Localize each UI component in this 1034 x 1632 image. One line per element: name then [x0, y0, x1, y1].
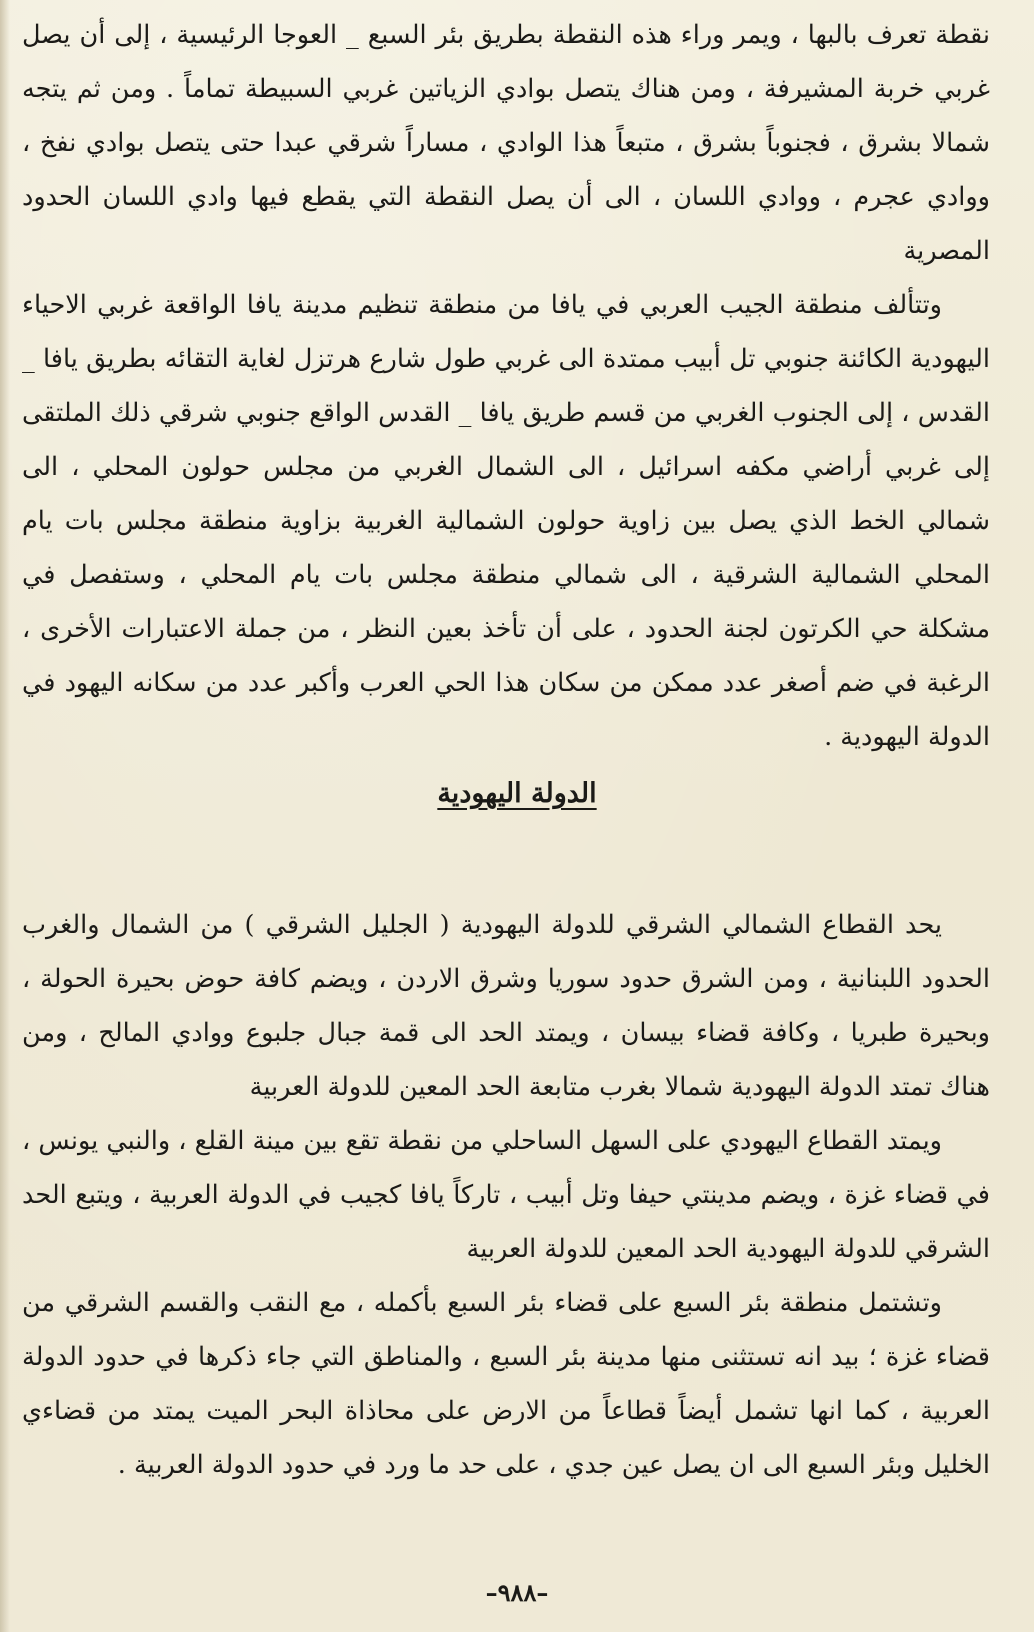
- page-binding-edge: [0, 0, 10, 1632]
- section-jewish-state: [22, 898, 990, 1492]
- paragraph-eastern-galilee: يحد القطاع الشمالي الشرقي للدولة اليهودية ( الجليل الشرقي ) من الشمال والغرب الحدود اللبنانية ، ومن الشرق حدود سوريا وشرق الاردن ، ويضم كافة حوض بحيرة الحولة ، وبحيرة طبريا ، وكافة قضاء بيسان ، ويمتد الحد الى قمة جبال جلبوع ووادي المالح ، ومن هناك تمتد الدولة اليهودية شمالا بغرب متابعة الحد المعين للدولة العربية: [22, 910, 990, 1102]
- paragraph-coastal-plain: ويمتد القطاع اليهودي على السهل الساحلي من نقطة تقع بين مينة القلع ، والنبي يونس ، في قضاء غزة ، ويضم مدينتي حيفا وتل أبيب ، تاركاً يافا كجيب في الدولة العربية ، ويتبع الحد الشرقي للدولة اليهودية الحد المعين للدولة العربية: [22, 1126, 990, 1264]
- section-arab-enclave: [22, 8, 990, 764]
- paragraph-boundary-continuation: نقطة تعرف بالبها ، ويمر وراء هذه النقطة بطريق بئر السبع _ العوجا الرئيسية ، إلى أن يصل غربي خربة المشيرفة ، ومن هناك يتصل بوادي الزياتين غربي السبيطة تماماً . ومن ثم يتجه شمالا بشرق ، فجنوباً بشرق ، متبعاً هذا الوادي ، مساراً شرقي عبدا حتى يتصل بوادي نفخ ، ووادي عجرم ، ووادي اللسان ، الى أن يصل النقطة التي يقطع فيها وادي اللسان الحدود المصرية: [22, 20, 990, 266]
- section-heading-jewish-state: الدولة اليهودية: [437, 778, 597, 809]
- paragraph-beersheba: وتشتمل منطقة بئر السبع على قضاء بئر السبع بأكمله ، مع النقب والقسم الشرقي من قضاء غزة ؛ بيد انه تستثنى منها مدينة بئر السبع ، والمناطق التي جاء ذكرها في حدود الدولة العربية ، كما انها تشمل أيضاً قطاعاً من الارض على محاذاة البحر الميت يمتد من قضاءي الخليل وبئر السبع الى ان يصل عين جدي ، على حد ما ورد في حدود الدولة العربية .: [22, 1288, 990, 1480]
- paragraph-jaffa-enclave: وتتألف منطقة الجيب العربي في يافا من منطقة تنظيم مدينة يافا الواقعة غربي الاحياء اليهودية الكائنة جنوبي تل أبيب ممتدة الى غربي طول شارع هرتزل لغاية التقائه بطريق يافا _ القدس ، إلى الجنوب الغربي من قسم طريق يافا _ القدس الواقع جنوبي شرقي ذلك الملتقى إلى غربي أراضي مكفه اسرائيل ، الى الشمال الغربي من مجلس حولون المحلي ، الى شمالي الخط الذي يصل بين زاوية حولون الشمالية الغربية بزاوية منطقة مجلس بات يام المحلي الشمالية الشرقية ، الى شمالي منطقة مجلس بات يام المحلي ، وستفصل في مشكلة حي الكرتون لجنة الحدود ، على أن تأخذ بعين النظر ، من جملة الاعتبارات الأخرى ، الرغبة في ضم أصغر عدد ممكن من سكان هذا الحي العرب وأكبر عدد من سكانه اليهود في الدولة اليهودية .: [22, 290, 990, 752]
- page-number: –٩٨٨–: [485, 1578, 549, 1607]
